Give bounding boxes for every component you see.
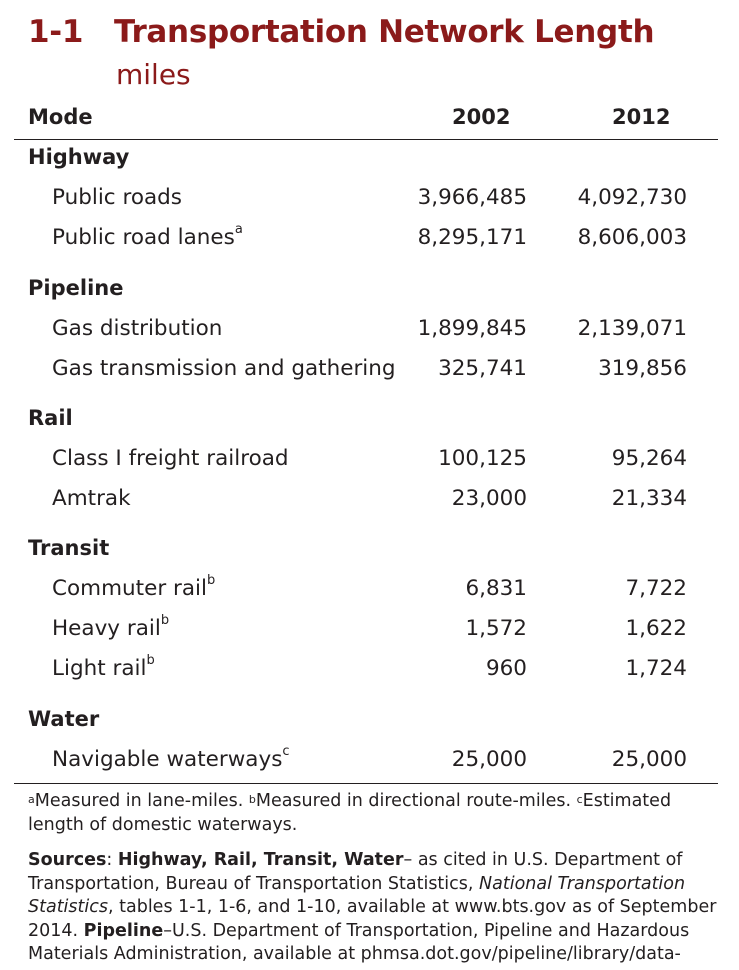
value-2012: 1,622 — [625, 616, 687, 641]
row-label-text: Class I freight railroad — [52, 446, 289, 471]
row-label — [52, 486, 131, 511]
value-2012: 25,000 — [611, 747, 687, 772]
table-title-text: Transportation Network Length — [114, 14, 655, 50]
footnotes — [28, 789, 718, 837]
header-rule — [14, 139, 718, 140]
sources-publication: National Transportation Statistics — [28, 873, 686, 917]
row-label — [52, 185, 182, 210]
table-number: 1-1 — [28, 14, 84, 50]
footnote-a-mark: a — [28, 793, 35, 806]
sources-highway-label: Highway, Rail, Transit, Water — [117, 850, 404, 870]
row-label-text: Light rail — [52, 656, 147, 681]
sources-label: Sources — [28, 850, 107, 870]
sources-colon: : — [106, 850, 118, 870]
value-2012: 7,722 — [625, 576, 687, 601]
row-label — [52, 653, 155, 681]
sources-highway-text: – as cited in U.S. Department of Transportation, Bureau of Transportation Statistics, — [28, 850, 683, 894]
value-2002: 1,899,845 — [417, 316, 527, 341]
value-2002: 3,966,485 — [417, 185, 527, 210]
row-label-text: Gas distribution — [52, 316, 223, 341]
row-label-text: Heavy rail — [52, 616, 161, 641]
row-label-text: Navigable waterways — [52, 747, 283, 772]
row-label-text: Public road lanes — [52, 225, 235, 250]
row-label-text: Amtrak — [52, 486, 131, 511]
value-2012: 8,606,003 — [577, 225, 687, 250]
row-label — [52, 222, 243, 250]
value-2002: 100,125 — [438, 446, 527, 471]
value-2012: 4,092,730 — [577, 185, 687, 210]
sources — [28, 849, 718, 967]
footer-rule — [14, 783, 718, 784]
row-label-text: Public roads — [52, 185, 183, 210]
value-2012: 319,856 — [598, 356, 687, 381]
value-2002: 960 — [485, 656, 527, 681]
column-header-2002: 2002 — [452, 105, 511, 129]
value-2012: 21,334 — [611, 486, 687, 511]
value-2012: 95,264 — [611, 446, 687, 471]
footnote-c-mark: c — [576, 793, 583, 806]
row-label — [52, 744, 290, 772]
sources-pipeline-text: –U.S. Department of Transportation, Pipeline and Hazardous Materials Administration, available at phmsa.dot.gov/pipeline/library/data- — [28, 920, 690, 964]
footnote-b-mark: b — [248, 793, 256, 806]
group-pipeline: Pipeline — [28, 276, 124, 300]
footnote-marker: b — [160, 613, 170, 628]
value-2002: 25,000 — [451, 747, 527, 772]
column-header-mode: Mode — [28, 105, 93, 129]
group-rail: Rail — [28, 406, 73, 430]
value-2012: 2,139,071 — [577, 316, 687, 341]
group-transit: Transit — [28, 536, 110, 560]
value-2002: 1,572 — [465, 616, 527, 641]
value-2002: 6,831 — [465, 576, 527, 601]
row-label-text: Commuter rail — [52, 576, 207, 601]
value-2002: 325,741 — [438, 356, 527, 381]
footnote-marker: c — [282, 744, 290, 759]
footnote-c: Estimated length of domestic waterways. — [28, 791, 672, 835]
row-label — [52, 446, 289, 471]
column-header-2012: 2012 — [612, 105, 671, 129]
footnote-marker: a — [234, 222, 243, 237]
row-label-text: Gas transmission and gathering — [52, 356, 396, 381]
row-label — [52, 316, 222, 341]
footnote-b: Measured in directional route-miles. — [255, 791, 577, 811]
row-label — [52, 613, 170, 641]
table-title — [28, 14, 654, 50]
row-label — [52, 356, 396, 381]
group-water: Water — [28, 707, 100, 731]
value-2002: 23,000 — [451, 486, 527, 511]
footnote-marker: b — [206, 573, 216, 588]
footnote-a: Measured in lane-miles. — [34, 791, 249, 811]
footnote-marker: b — [146, 653, 155, 668]
row-label — [52, 573, 216, 601]
group-highway: Highway — [28, 145, 130, 169]
value-2002: 8,295,171 — [417, 225, 527, 250]
value-2012: 1,724 — [625, 656, 687, 681]
sources-highway-text2: , tables 1-1, 1-6, and 1-10, available at www.bts.gov as of September 2014. — [28, 897, 717, 941]
sources-pipeline-label: Pipeline — [83, 920, 164, 941]
table-unit: miles — [116, 58, 191, 91]
